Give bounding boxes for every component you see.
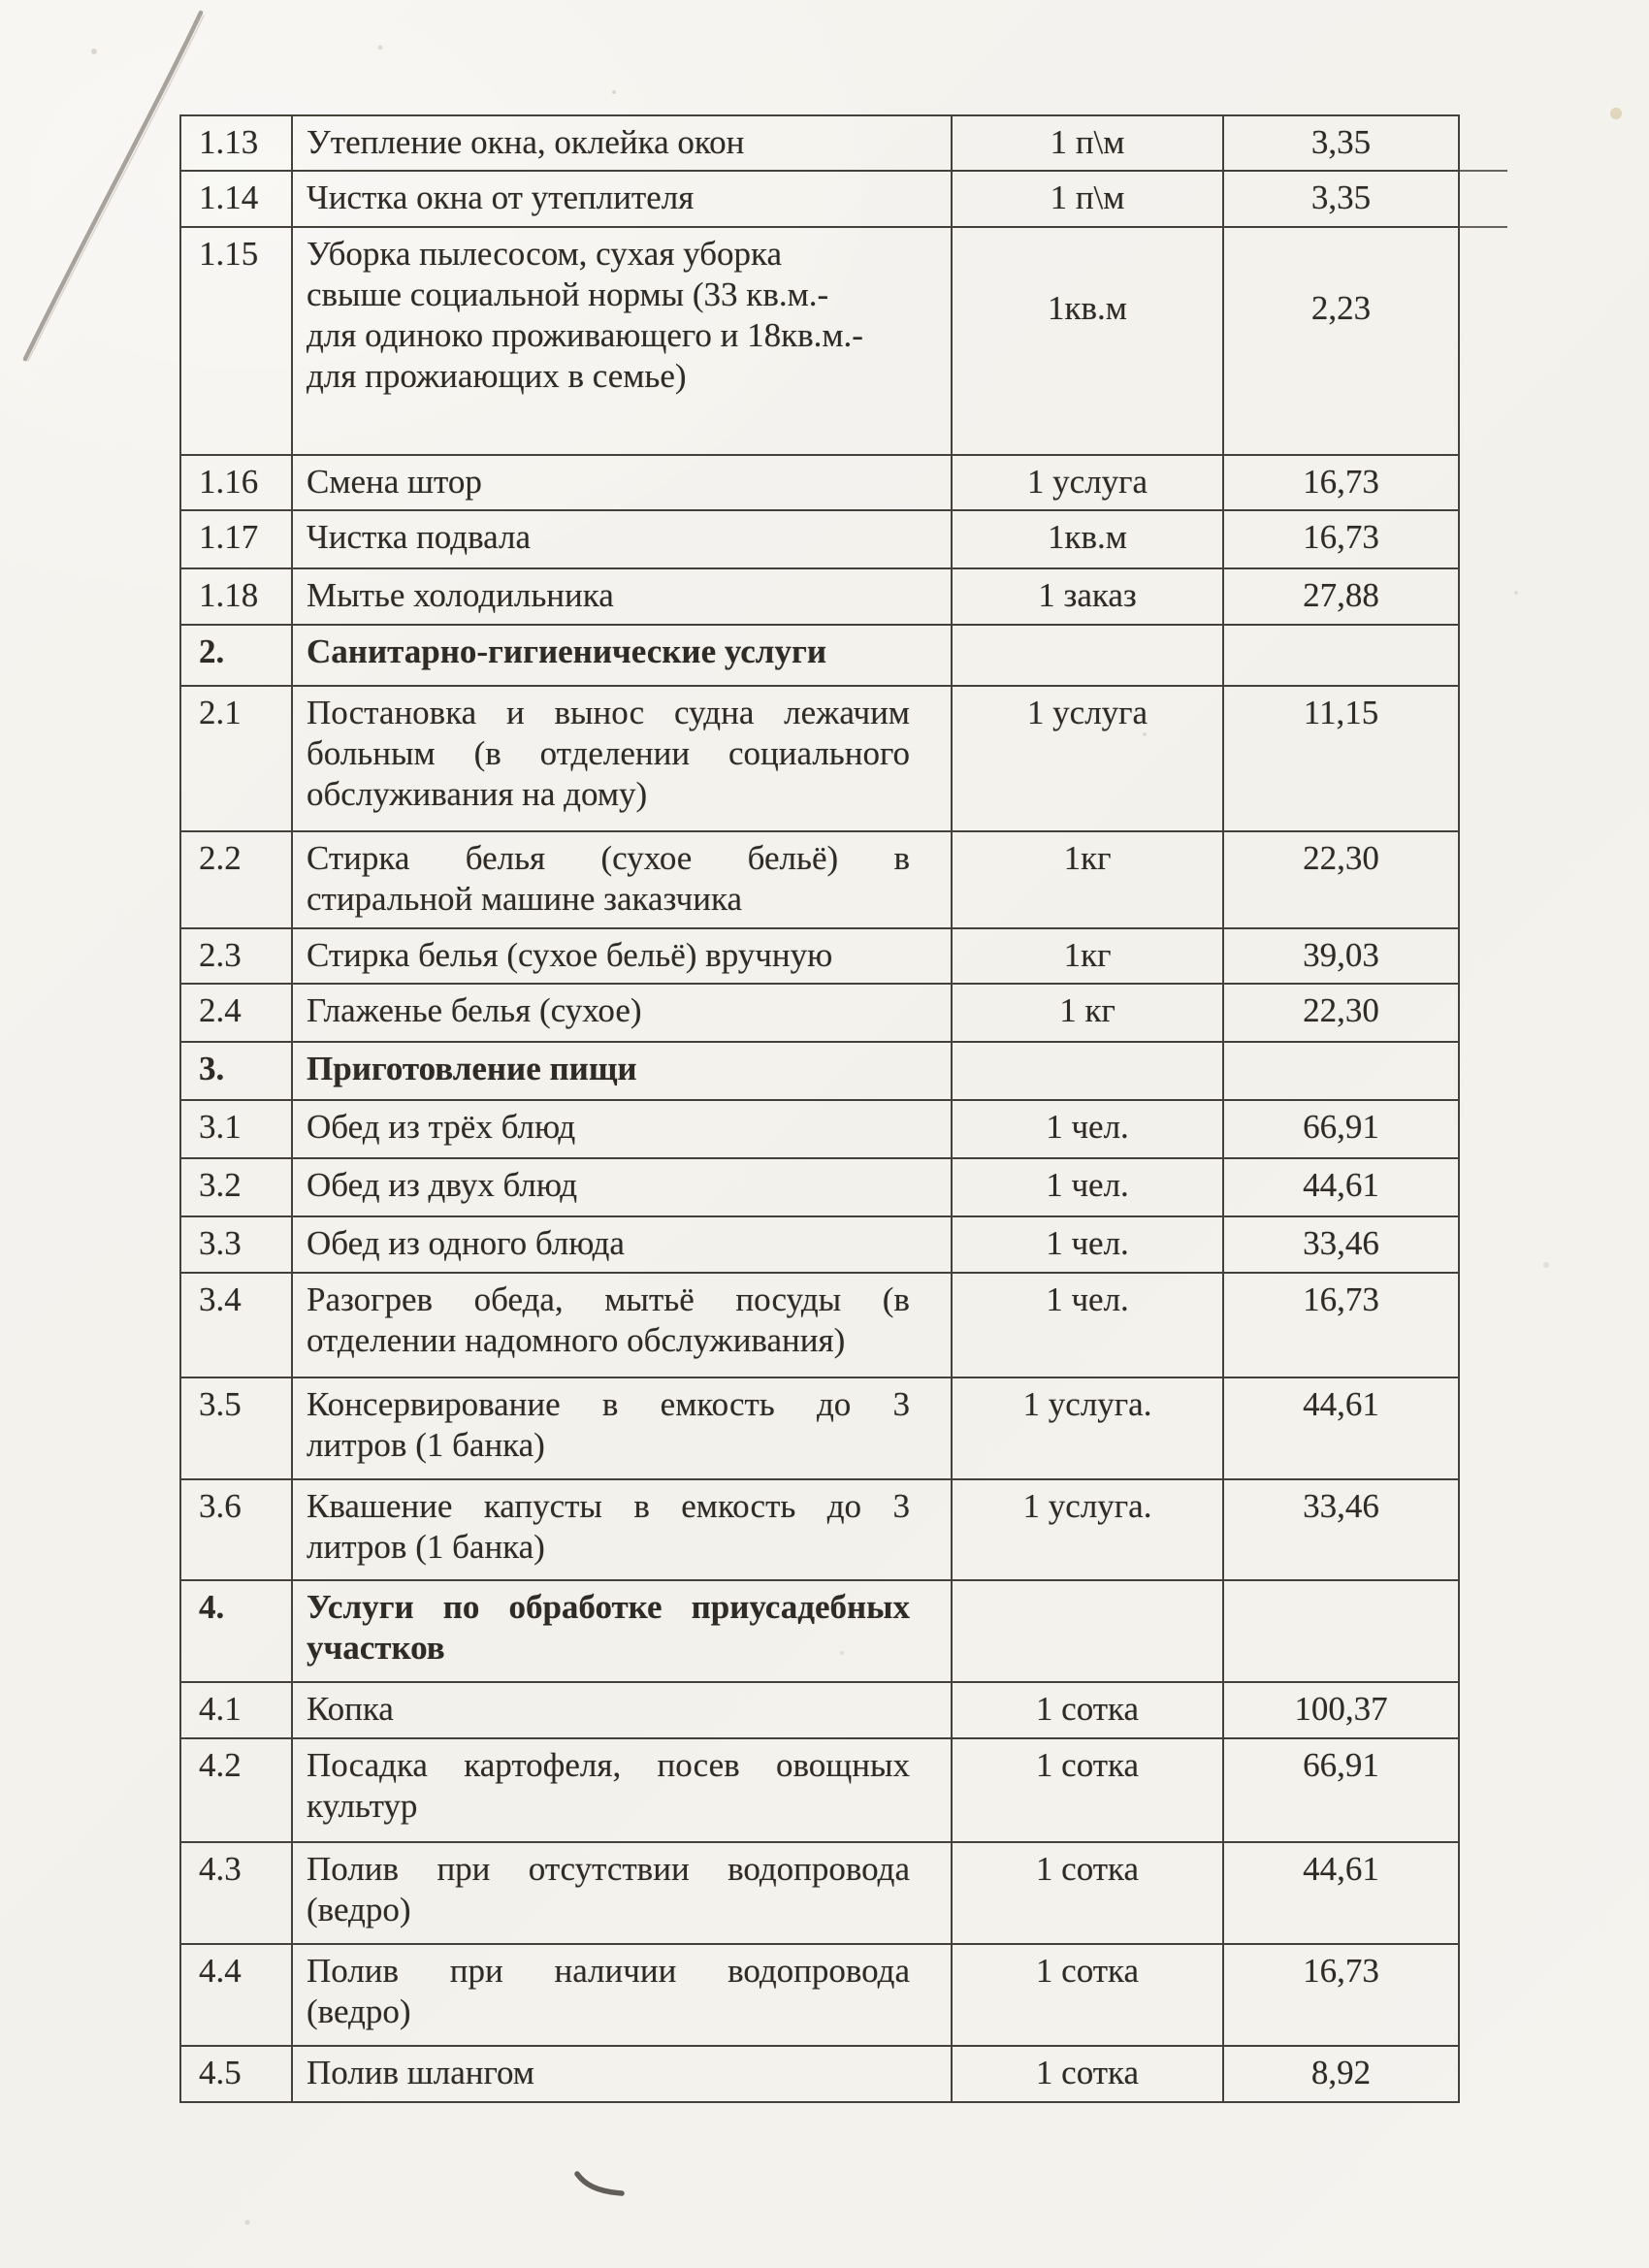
unit-cell: 1 чел. [952,1158,1223,1216]
row-number-cell: 1.17 [180,510,292,568]
row-number-cell: 1.13 [180,115,292,171]
word: Квашение [307,1487,453,1525]
scan-speckle [1543,1262,1549,1268]
table-row [180,1738,1459,1842]
scan-speckle [91,49,97,54]
row-number-cell: 2.1 [180,686,292,831]
service-name-line: обслуживания на дому) [307,775,648,813]
word: в [633,1487,650,1525]
service-name-line [307,1745,910,1786]
word: больным [307,734,436,772]
unit-cell: 1 кг [952,984,1223,1042]
unit-cell: 1 чел. [952,1216,1223,1273]
scan-speckle [378,46,383,50]
service-name-line: для прожиающих в семье) [307,357,687,395]
word: (в [473,734,501,772]
row-number-cell: 2.3 [180,928,292,984]
word: по [442,1588,480,1626]
price-cell [1223,625,1459,686]
unit-cell: 1 чел. [952,1273,1223,1377]
word: Услуги [307,1588,414,1626]
service-name-cell [292,1944,952,2046]
price-cell: 44,61 [1223,1377,1459,1479]
price-cell: 22,30 [1223,984,1459,1042]
service-name-cell: Глаженье белья (сухое) [292,984,952,1042]
service-name-line: культур [307,1787,418,1825]
price-cell: 44,61 [1223,1842,1459,1944]
unit-cell: 1 сотка [952,1682,1223,1738]
pen-stroke-mark [25,13,201,359]
service-name-cell [292,1738,952,1842]
unit-cell: 1 чел. [952,1100,1223,1158]
table-row [180,1842,1459,1944]
word: обеда, [473,1280,564,1318]
row-number-cell: 1.16 [180,455,292,510]
word: приусадебных [691,1588,910,1626]
word: картофеля, [464,1746,622,1784]
row-number-cell: 4.5 [180,2046,292,2102]
table-row [180,1377,1459,1479]
service-name-cell [292,1377,952,1479]
service-name-cell: Стирка белья (сухое бельё) вручную [292,928,952,984]
price-cell: 27,88 [1223,568,1459,625]
word: вынос [554,694,645,731]
word: Посадка [307,1746,428,1784]
word: судна [673,694,755,731]
section-row [180,1580,1459,1682]
service-name-line [307,1280,910,1320]
row-number-cell: 1.18 [180,568,292,625]
word: Стирка [307,839,410,877]
row-number-cell: 4.4 [180,1944,292,2046]
unit-cell: 1 услуга [952,455,1223,510]
service-name-cell: Мытье холодильника [292,568,952,625]
service-name-line [307,838,910,879]
service-name-cell: Санитарно-гигиенические услуги [292,625,952,686]
row-number-cell: 4.1 [180,1682,292,1738]
service-name-cell: Полив шлангом [292,2046,952,2102]
row-number-cell: 3.3 [180,1216,292,1273]
row-number-cell: 2.4 [180,984,292,1042]
word: бельё) [747,839,839,877]
price-cell: 16,73 [1223,510,1459,568]
price-cell [1223,1580,1459,1682]
section-row [180,625,1459,686]
table-row [180,1216,1459,1273]
word: наличии [554,1952,677,1990]
unit-cell: 1 п\м [952,115,1223,171]
price-cell: 16,73 [1223,455,1459,510]
word: водопровода [728,1850,910,1888]
table-row [180,1100,1459,1158]
price-cell: 100,37 [1223,1682,1459,1738]
service-name-line [307,1384,910,1425]
unit-cell [952,625,1223,686]
word: емкость [681,1487,796,1525]
word: в [601,1385,619,1423]
word: социального [728,734,910,772]
table-row [180,455,1459,510]
word: отделении [539,734,691,772]
service-name-cell: Утепление окна, оклейка окон [292,115,952,171]
price-cell: 33,46 [1223,1479,1459,1580]
word: белья [465,839,546,877]
service-name-line: (ведро) [307,1993,411,2030]
unit-cell [952,1580,1223,1682]
unit-cell: 1 услуга. [952,1377,1223,1479]
unit-cell: 1 услуга [952,686,1223,831]
row-number-cell: 4.3 [180,1842,292,1944]
service-name-cell: Смена штор [292,455,952,510]
word: при [449,1952,503,1990]
service-name-line: литров (1 банка) [307,1426,545,1464]
word: Полив [307,1952,400,1990]
unit-cell [952,1042,1223,1100]
price-cell: 2,23 [1223,227,1459,455]
unit-cell: 1 сотка [952,1944,1223,2046]
price-cell: 66,91 [1223,1100,1459,1158]
word: при [436,1850,491,1888]
service-name-cell: Приготовление пищи [292,1042,952,1100]
table-row [180,227,1459,455]
scan-speckle [245,2220,250,2225]
table-row [180,831,1459,928]
word: (в [882,1280,910,1318]
row-number-cell: 1.14 [180,171,292,227]
word: Консервирование [307,1385,561,1423]
price-cell: 66,91 [1223,1738,1459,1842]
service-name-cell: Обед из трёх блюд [292,1100,952,1158]
row-number-cell: 3.6 [180,1479,292,1580]
service-name-line [307,1849,910,1890]
word: (сухое [600,839,693,877]
table-row [180,984,1459,1042]
service-name-cell [292,1479,952,1580]
price-cell [1223,1042,1459,1100]
word: емкость [660,1385,775,1423]
service-name-cell: Обед из двух блюд [292,1158,952,1216]
unit-cell: 1 сотка [952,2046,1223,2102]
price-cell: 16,73 [1223,1944,1459,2046]
price-table [179,114,1460,2103]
row-number-cell: 1.15 [180,227,292,455]
table-row [180,1158,1459,1216]
table-row [180,928,1459,984]
pen-stroke-mark-echo [28,16,204,361]
price-cell: 3,35 [1223,171,1459,227]
table-row [180,686,1459,831]
service-name-line [307,1587,910,1628]
service-name-cell [292,1273,952,1377]
word: лежачим [784,694,910,731]
row-number-cell: 3.5 [180,1377,292,1479]
price-cell: 33,46 [1223,1216,1459,1273]
table-row [180,1273,1459,1377]
service-name-cell: Чистка окна от утеплителя [292,171,952,227]
price-cell: 11,15 [1223,686,1459,831]
scan-speckle [612,90,616,94]
row-number-cell: 2. [180,625,292,686]
service-name-cell: Обед из одного блюда [292,1216,952,1273]
scan-speckle [1514,591,1518,595]
curved-pen-mark [577,2174,622,2193]
service-name-line: участков [307,1629,445,1667]
service-name-line [307,693,910,733]
table-row [180,1944,1459,2046]
table-row [180,568,1459,625]
price-cell: 39,03 [1223,928,1459,984]
row-number-cell: 3.1 [180,1100,292,1158]
service-name-cell [292,1580,952,1682]
service-name-line [307,1486,910,1527]
word: посев [657,1746,740,1784]
service-name-line: литров (1 банка) [307,1528,545,1566]
service-name-cell [292,686,952,831]
word: Разогрев [307,1280,434,1318]
price-cell: 3,35 [1223,115,1459,171]
word: и [505,694,525,731]
word: до [816,1385,852,1423]
table-row [180,2046,1459,2102]
table-row [180,1682,1459,1738]
table-row [180,115,1459,171]
service-name-line: для одиноко проживающего и 18кв.м.- [307,316,863,354]
unit-cell: 1 сотка [952,1842,1223,1944]
service-name-cell [292,831,952,928]
word: в [893,839,910,877]
row-number-cell: 3. [180,1042,292,1100]
price-cell: 44,61 [1223,1158,1459,1216]
word: водопровода [728,1952,910,1990]
row-number-cell: 3.2 [180,1158,292,1216]
row-number-cell: 4. [180,1580,292,1682]
word: до [826,1487,862,1525]
service-name-line: Уборка пылесосом, сухая уборка [307,235,783,273]
section-row [180,1042,1459,1100]
unit-cell: 1кв.м [952,227,1223,455]
service-name-cell [292,1842,952,1944]
word: 3 [892,1385,910,1423]
unit-cell: 1кв.м [952,510,1223,568]
service-name-line: (ведро) [307,1891,411,1928]
unit-cell: 1 п\м [952,171,1223,227]
service-name-line: стиральной машине заказчика [307,880,743,918]
word: обработке [508,1588,663,1626]
word: Постановка [307,694,477,731]
unit-cell: 1кг [952,928,1223,984]
service-name-line: свыше социальной нормы (33 кв.м.- [307,275,829,313]
word: капусты [483,1487,602,1525]
price-cell: 22,30 [1223,831,1459,928]
table-row [180,171,1459,227]
service-name-cell: Копка [292,1682,952,1738]
service-name-cell: Чистка подвала [292,510,952,568]
word: овощных [776,1746,910,1784]
service-name-line [307,733,910,774]
table-body [180,115,1459,2102]
word: отсутствии [528,1850,690,1888]
unit-cell: 1 сотка [952,1738,1223,1842]
word: мытьё [604,1280,695,1318]
service-name-line: отделении надомного обслуживания) [307,1321,846,1359]
price-cell: 16,73 [1223,1273,1459,1377]
price-cell: 8,92 [1223,2046,1459,2102]
service-name-line [307,1951,910,1992]
unit-cell: 1 услуга. [952,1479,1223,1580]
table-row [180,1479,1459,1580]
row-number-cell: 3.4 [180,1273,292,1377]
unit-cell: 1 заказ [952,568,1223,625]
row-number-cell: 4.2 [180,1738,292,1842]
word: посуды [735,1280,842,1318]
scan-speckle [1610,108,1622,119]
service-name-cell [292,227,952,455]
word: Полив [307,1850,400,1888]
table-row [180,510,1459,568]
unit-cell: 1кг [952,831,1223,928]
word: 3 [892,1487,910,1525]
row-number-cell: 2.2 [180,831,292,928]
